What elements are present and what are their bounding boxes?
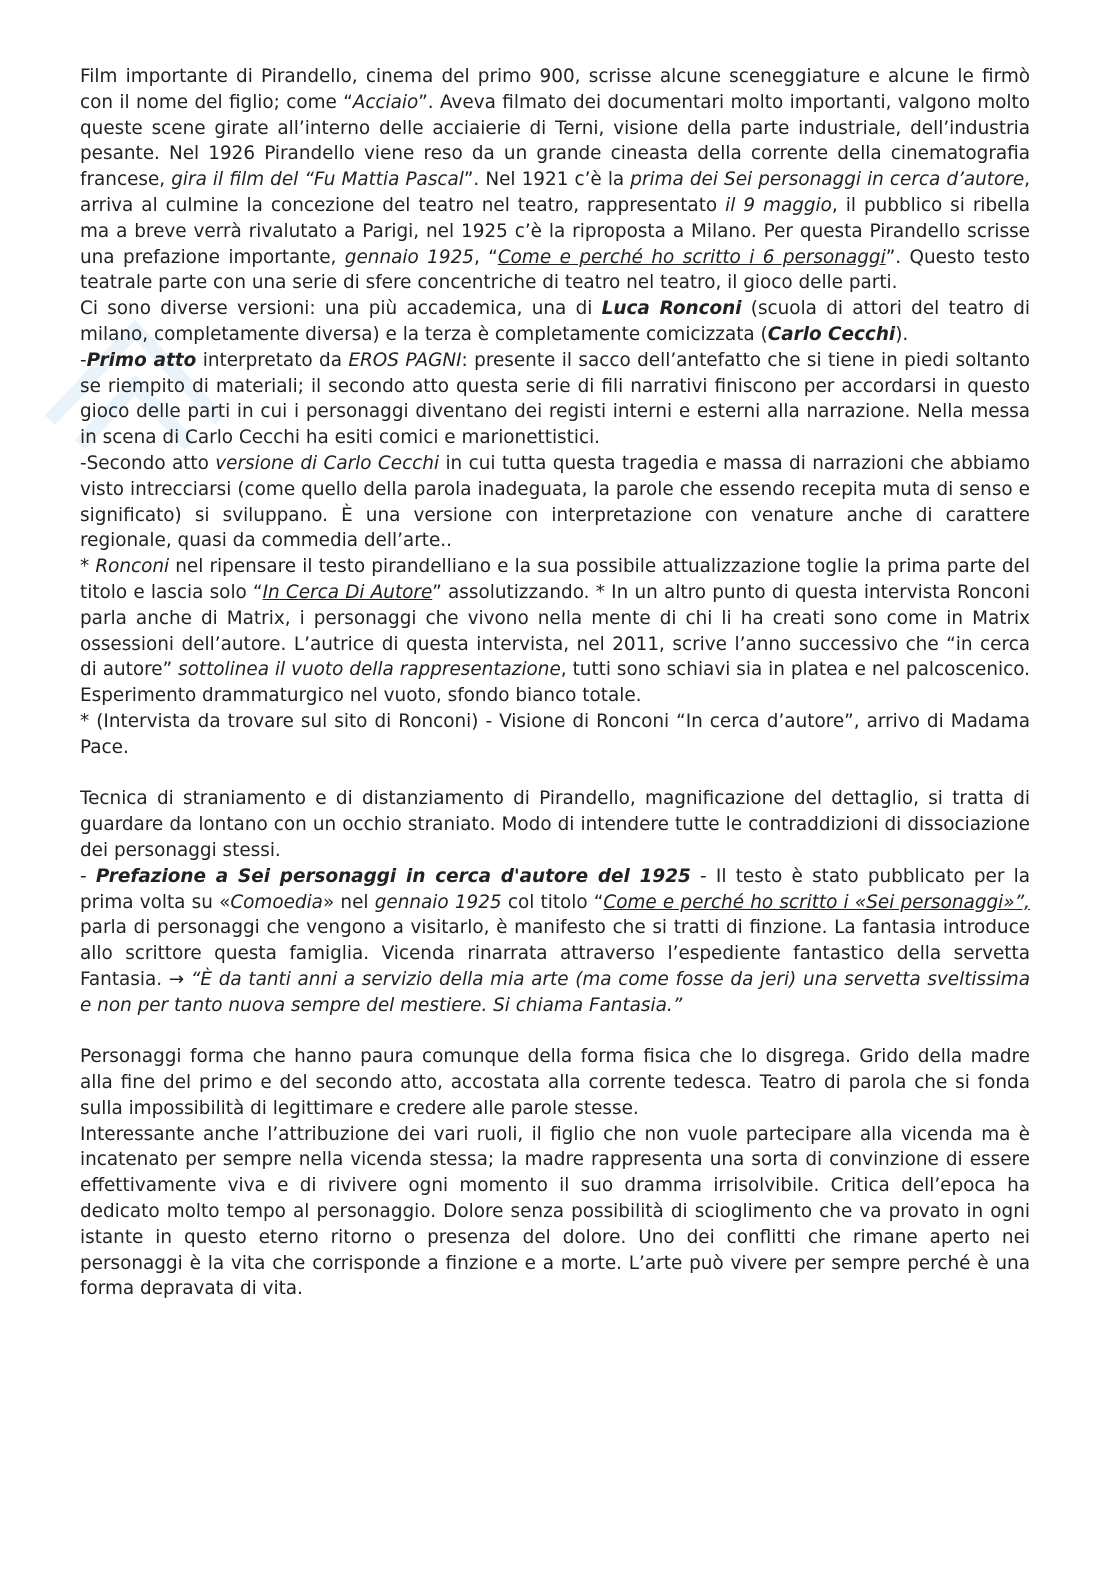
paragraph-secondo-atto: -Secondo atto versione di Carlo Cecchi in cui tutta questa tragedia e massa di narrazioni che abbiamo visto intrecciarsi (come quello della parola inadeguata, la parole che essendo recepita muta di senso e significato) si sviluppano. È una versione con interpretazione con venature anche di carattere regionale, quasi da commedia dell’arte.. bbox=[80, 452, 1030, 552]
document-body bbox=[80, 64, 1030, 1302]
paragraph-attribuzione-ruoli: Interessante anche l’attribuzione dei vari ruoli, il figlio che non vuole partecipare alla vicenda ma è incatenato per sempre nella vicenda stessa; la madre rappresenta una sorta di convinzione di essere effettivamente viva e di rivivere ogni momento il suo dramma irrisolvibile. Critica dell’epoca ha dedicato molto tempo al personaggio. Dolore senza possibilità di scioglimento che va provato in ogni istante in questo eterno ritorno o presenza del dolore. Uno dei conflitti che rimane aperto nei personaggi è la vita che corrisponde a finzione e a morte. L’arte può vivere per sempre perché è una forma depravata di vita. bbox=[80, 1123, 1030, 1300]
title-sei-personaggi: Come e perché ho scritto i «Sei personaggi»”, bbox=[603, 891, 1030, 913]
quote-fantasia: “È da tanti anni a servizio della mia arte (ma come fosse da jeri) una servetta sveltissima e non per tanto nuova sempre del mestiere. Si chiama Fantasia.” bbox=[80, 968, 1030, 1016]
title-in-cerca-di-autore: In Cerca Di Autore bbox=[262, 581, 433, 603]
title-come-e-perche: Come e perché ho scritto i 6 personaggi bbox=[497, 246, 886, 268]
paragraph-intervista: * (Intervista da trovare sul sito di Ronconi) - Visione di Ronconi “In cerca d’autore”, arrivo di Madama Pace. bbox=[80, 710, 1030, 758]
paragraph-ronconi: * Ronconi nel ripensare il testo pirandelliano e la sua possibile attualizzazione toglie la prima parte del titolo e lascia solo “In Cerca Di Autore” assolutizzando. * In un altro punto di questa intervista Ronconi parla anche di Matrix, i personaggi che vivono nella mente di chi li ha creati sono come in Matrix ossessioni dell’autore. L’autrice di questa intervista, nel 2011, scrive l’anno successivo che “in cerca di autore” sottolinea il vuoto della rappresentazione, tutti sono schiavi sia in platea e nel palcoscenico. Esperimento drammaturgico nel vuoto, sfondo bianco totale. bbox=[80, 556, 1030, 707]
paragraph-film-pirandello: Film importante di Pirandello, cinema del primo 900, scrisse alcune sceneggiature e alcune le firmò con il nome del figlio; come “Acciaio”. Aveva filmato dei documentari molto importanti, valgono molto queste scene girate all’interno delle acciaierie di Terni, visione della parte industriale, dell’industria pesante. Nel 1926 Pirandello viene reso da un grande cineasta della corrente della cinematografia francese, gira il film del “Fu Mattia Pascal”. Nel 1921 c’è la prima dei Sei personaggi in cerca d’autore, arriva al culmine la concezione del teatro nel teatro, rappresentato il 9 maggio, il pubblico si ribella ma a breve verrà rivalutato a Parigi, nel 1925 c’è la riproposta a Milano. Per questa Pirandello scrisse una prefazione importante, gennaio 1925, “Come e perché ho scritto i 6 personaggi”. Questo testo teatrale parte con una serie di sfere concentriche di teatro nel teatro, il gioco delle parti. bbox=[80, 66, 1031, 294]
paragraph-primo-atto: -Primo atto interpretato da EROS PAGNI: presente il sacco dell’antefatto che si tiene in piedi soltanto se riempito di materiali; il secondo atto questa serie di fili narrativi finiscono per accordarsi in questo gioco delle parti in cui i personaggi diventano dei registi interni e esterni alla narrazione. Nella messa in scena di Carlo Cecchi ha esiti comici e marionettistici. bbox=[80, 349, 1030, 449]
paragraph-versioni: Ci sono diverse versioni: una più accademica, una di Luca Ronconi (scuola di attori del teatro di milano, completamente diversa) e la terza è completamente comicizzata (Carlo Cecchi). bbox=[80, 298, 1030, 345]
paragraph-straniamento: Tecnica di straniamento e di distanziamento di Pirandello, magnificazione del dettaglio, si tratta di guardare da lontano con un occhio straniato. Modo di intendere tutte le contraddizioni di dissociazione dei personaggi stessi. bbox=[80, 788, 1030, 861]
paragraph-prefazione: - Prefazione a Sei personaggi in cerca d'autore del 1925 - Il testo è stato pubblicato per la prima volta su «Comoedia» nel gennaio 1925 col titolo “Come e perché ho scritto i «Sei personaggi»”, parla di personaggi che vengono a visitarlo, è manifesto che si tratti di finzione. La fantasia introduce allo scrittore questa famiglia. Vicenda rinarrata attraverso l’espediente fantastico della servetta Fantasia. → “È da tanti anni a servizio della mia arte (ma come fosse da jeri) una servetta sveltissima e non per tanto nuova sempre del mestiere. Si chiama Fantasia.” bbox=[80, 865, 1031, 1016]
paragraph-personaggi-forma: Personaggi forma che hanno paura comunque della forma fisica che lo disgrega. Grido della madre alla fine del primo e del secondo atto, accostata alla corrente tedesca. Teatro di parola che si fonda sulla impossibilità di legittimare e credere alle parole stesse. bbox=[80, 1046, 1030, 1119]
paragraph-spacer bbox=[80, 1018, 1030, 1044]
paragraph-spacer bbox=[80, 761, 1030, 787]
